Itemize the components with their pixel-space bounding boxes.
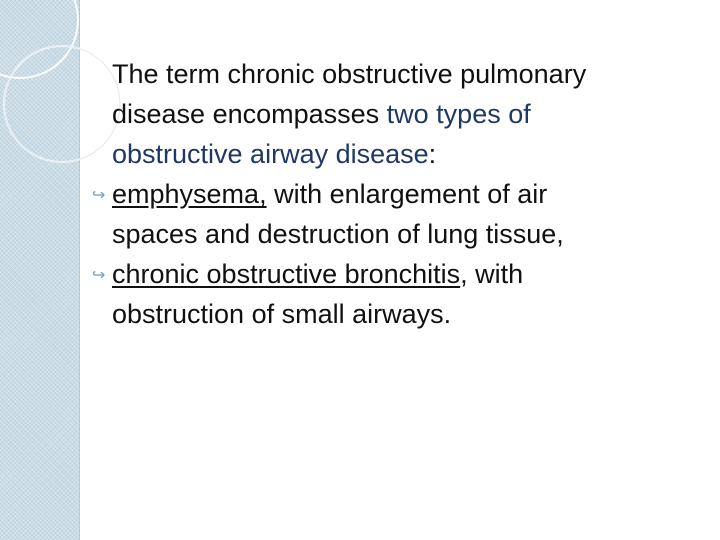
intro-text: disease encompasses — [112, 99, 387, 129]
bullet-text: obstruction of small airways. — [112, 299, 452, 329]
emphasis-text: two types of — [386, 99, 531, 129]
intro-text: The term chronic obstructive pulmonary — [112, 59, 587, 89]
intro-line-2 — [112, 94, 531, 134]
bullet-text: with enlargement of air — [266, 179, 548, 209]
bullet-item-bronchitis — [92, 254, 523, 296]
bullet-term: chronic obstructive bronchitis — [112, 259, 461, 289]
intro-text: : — [428, 139, 437, 169]
bullet-item-emphysema — [92, 174, 547, 216]
bullet-item-bronchitis-continued — [112, 294, 451, 334]
bullet-item-emphysema-continued — [112, 214, 564, 254]
intro-line-1 — [112, 54, 586, 94]
bullet-term: emphysema, — [112, 179, 267, 209]
emphasis-text: obstructive airway disease — [112, 139, 429, 169]
intro-line-3 — [112, 134, 436, 174]
bullet-text: spaces and destruction of lung tissue, — [112, 219, 564, 249]
curved-arrow-bullet-icon: ↪ — [92, 267, 106, 284]
curved-arrow-bullet-icon: ↪ — [92, 187, 106, 204]
bullet-text: , with — [460, 259, 524, 289]
